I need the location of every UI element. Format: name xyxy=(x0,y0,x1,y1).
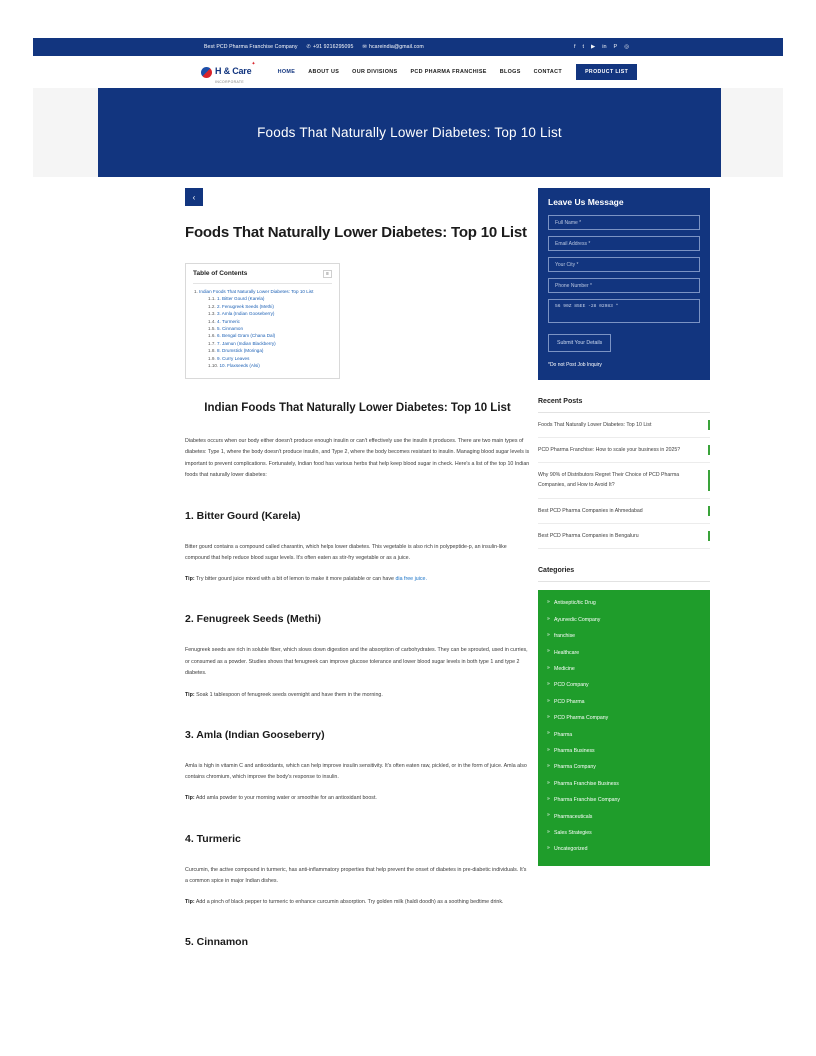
city-field[interactable] xyxy=(548,257,700,272)
toc-item[interactable] xyxy=(193,318,332,325)
nav-item-our-divisions[interactable]: OUR DIVISIONS xyxy=(352,69,398,75)
category-item[interactable]: » Antiseptic/tic Drug xyxy=(538,596,710,612)
section-body-3: Amla is high in vitamin C and antioxidants, which can help improve insulin sensitivity. It's often eaten raw, pickled, or in the form of juice. Amla also contains chromium, which improve the body's response to insulin. xyxy=(185,762,527,781)
category-item[interactable]: » Pharma Franchise Company xyxy=(538,793,710,809)
nav-item-about-us[interactable]: ABOUT US xyxy=(308,69,340,75)
full-name-field[interactable] xyxy=(548,215,700,230)
hero-title: Foods That Naturally Lower Diabetes: Top 10 List xyxy=(257,125,562,140)
categories-box xyxy=(538,590,710,866)
recent-post-title: Best PCD Pharma Companies in Bengaluru xyxy=(538,532,639,539)
phone-number: +91 9216295095 xyxy=(313,44,354,50)
tip-text: Add a pinch of black pepper to turmeric to enhance curcumin absorption. Try golden milk (haldi doodh) as a soothing bedtime drink. xyxy=(195,899,504,906)
toc-title: Table of Contents xyxy=(193,270,248,278)
toc-item-number: 1.1. xyxy=(208,296,216,302)
recent-post-title: Why 90% of Distributors Regret Their Choice of PCD Pharma Companies, and How to Avoid It? xyxy=(538,472,680,489)
toc-item[interactable] xyxy=(193,295,332,302)
categories-list xyxy=(538,596,710,858)
category-item[interactable]: » PCD Pharma xyxy=(538,694,710,710)
email-item[interactable] xyxy=(363,44,424,50)
email-address: hcareindia@gmail.com xyxy=(368,44,424,50)
toc-item-label: 1. Bitter Gourd (Karela) xyxy=(216,296,265,302)
article-column xyxy=(185,188,530,948)
list-item[interactable] xyxy=(538,413,710,438)
category-item[interactable]: » Sales Strategies xyxy=(538,825,710,841)
contact-form xyxy=(538,188,710,380)
toc-item-label: Indian Foods That Naturally Lower Diabetes: Top 10 List xyxy=(199,288,314,294)
accent-bar xyxy=(708,506,710,516)
nav-item-home[interactable]: HOME xyxy=(277,69,296,75)
submit-button[interactable]: Submit Your Details xyxy=(548,334,611,352)
back-button[interactable]: ‹ xyxy=(185,188,203,206)
section-heading-5: 5. Cinnamon xyxy=(185,936,249,949)
intro-paragraph: Diabetes occurs when our body either doesn't produce enough insulin or can't effectively use the insulin it produces. There are two main types of diabetes: Type 1, where the body doesn't produce insulin, and Type 2, where the body becomes resistant to insulin. Managing blood sugar levels is important to prevent complications. Fortunately, Indian food has various herbs that help keep blood sugar in check. Here's a list of the top 10 Indian foods that naturally lower diabetes: xyxy=(185,438,530,479)
sidebar xyxy=(538,188,710,866)
accent-bar xyxy=(708,531,710,541)
page-title: Foods That Naturally Lower Diabetes: Top 10 List xyxy=(185,224,527,241)
toc-item-number: 1.2. xyxy=(208,303,216,309)
toc-header xyxy=(193,270,332,284)
tip-text: Soak 1 tablespoon of fenugreek seeds overnight and have them in the morning. xyxy=(196,691,383,698)
main-nav xyxy=(278,69,562,75)
toc-item-label: 9. Curry Leaves xyxy=(216,355,250,361)
product-list-button[interactable]: PRODUCT LIST xyxy=(576,64,637,80)
recent-posts-list xyxy=(538,413,710,549)
toc-item-number: 1. xyxy=(194,288,198,294)
toc-item-label: 8. Drumstick (Moringa) xyxy=(216,348,264,354)
toc-item[interactable] xyxy=(193,288,332,295)
toc-item-number: 1.10. xyxy=(208,363,219,369)
toc-item[interactable] xyxy=(193,347,332,354)
hero-banner xyxy=(98,88,721,177)
section-tip-4 xyxy=(185,897,530,908)
toc-item[interactable] xyxy=(193,355,332,362)
accent-bar xyxy=(708,420,710,430)
tip-text: Try bitter gourd juice mixed with a bit of lemon to make it more palatable or can have xyxy=(196,576,394,583)
categories-title: Categories xyxy=(538,567,710,582)
toc-item-label: 7. Jamun (Indian Blackberry) xyxy=(216,340,276,346)
linkedin-icon[interactable]: in xyxy=(602,44,607,50)
recent-posts-title: Recent Posts xyxy=(538,398,710,413)
toc-item-number: 1.5. xyxy=(208,325,216,331)
facebook-icon[interactable]: f xyxy=(573,44,576,50)
nav-item-pcd-pharma-franchise[interactable]: PCD PHARMA FRANCHISE xyxy=(410,69,487,75)
social-links xyxy=(574,44,629,50)
toc-item[interactable] xyxy=(193,310,332,317)
tip-text: Add amla powder to your morning water or smoothie for an antioxidant boost. xyxy=(195,795,377,802)
tagline: Best PCD Pharma Franchise Company xyxy=(204,44,298,50)
category-item[interactable]: » Medicine xyxy=(538,661,710,677)
toc-item-number: 1.4. xyxy=(208,318,216,324)
toc-item[interactable] xyxy=(193,332,332,339)
section-heading: Indian Foods That Naturally Lower Diabetes: Top 10 List xyxy=(204,401,511,414)
category-item[interactable]: » Uncategorized xyxy=(538,842,710,858)
site-header xyxy=(33,56,783,88)
toc-item-label: 2. Fenugreek Seeds (Methi) xyxy=(216,303,274,309)
toc-item-label: 10. Flaxseeds (Alsi) xyxy=(219,363,260,369)
tip-label: Tip: xyxy=(185,795,195,802)
mail-icon: ✉ xyxy=(362,44,367,50)
table-of-contents xyxy=(185,263,340,379)
captcha-display: 56 90Z 85EE -28 02983 * xyxy=(548,299,700,323)
nav-item-contact[interactable]: CONTACT xyxy=(533,69,563,75)
phone-icon: ✆ xyxy=(306,44,311,50)
toc-item-label: 3. Amla (Indian Gooseberry) xyxy=(216,311,275,317)
category-item[interactable]: » Pharmaceuticals xyxy=(538,809,710,825)
tip-label: Tip: xyxy=(185,576,195,583)
toc-item-number: 1.7. xyxy=(208,340,216,346)
phone-field[interactable] xyxy=(548,278,700,293)
logo-icon xyxy=(201,67,212,78)
section-heading-3: 3. Amla (Indian Gooseberry) xyxy=(185,728,325,741)
toc-item[interactable] xyxy=(193,340,332,347)
category-item[interactable]: » Pharma Business xyxy=(538,743,710,759)
pinterest-icon[interactable]: P xyxy=(613,44,618,50)
tip-label: Tip: xyxy=(185,899,195,906)
toc-item[interactable] xyxy=(193,303,332,310)
brand-star-icon: ✦ xyxy=(251,60,256,67)
list-item[interactable] xyxy=(538,499,710,524)
category-item[interactable]: » Healthcare xyxy=(538,645,710,661)
toc-item-number: 1.9. xyxy=(208,355,216,361)
category-item[interactable]: » Pharma xyxy=(538,727,710,743)
category-item[interactable]: » PCD Pharma Company xyxy=(538,711,710,727)
category-item[interactable]: » PCD Company xyxy=(538,678,710,694)
section-tip-3 xyxy=(185,793,530,804)
accent-bar xyxy=(708,470,710,490)
toc-item-number: 1.6. xyxy=(208,333,216,339)
accent-bar xyxy=(708,445,710,455)
form-title: Leave Us Message xyxy=(548,197,624,207)
tip-link[interactable]: dia free juice. xyxy=(395,576,427,583)
top-bar-contact-group xyxy=(204,44,424,50)
recent-post-title: Foods That Naturally Lower Diabetes: Top 10 List xyxy=(538,422,652,428)
toc-list xyxy=(193,288,332,370)
email-field[interactable] xyxy=(548,236,700,251)
twitter-icon[interactable]: t xyxy=(582,44,584,50)
list-item[interactable] xyxy=(538,524,710,549)
brand-subtitle: INCORPORATE xyxy=(215,79,245,84)
toc-item-number: 1.8. xyxy=(208,348,216,354)
toc-toggle-icon[interactable]: ≡ xyxy=(323,270,332,278)
category-item[interactable]: » Pharma Franchise Business xyxy=(538,776,710,792)
section-heading-2: 2. Fenugreek Seeds (Methi) xyxy=(185,613,321,626)
toc-item-label: 5. Cinnamon xyxy=(216,325,243,331)
recent-post-title: PCD Pharma Franchise: How to scale your business in 2025? xyxy=(538,447,681,454)
phone-item[interactable] xyxy=(307,44,354,50)
section-heading-4: 4. Turmeric xyxy=(185,832,241,845)
recent-post-title: Best PCD Pharma Companies in Ahmedabad xyxy=(538,507,643,514)
tip-label: Tip: xyxy=(185,691,195,698)
top-bar xyxy=(33,38,783,56)
toc-item-number: 1.3. xyxy=(208,311,216,317)
toc-item-label: 6. Bengal Gram (Chana Dal) xyxy=(216,333,276,339)
form-note: *Do not Post Job Inquiry xyxy=(548,362,602,368)
youtube-icon[interactable]: ▶ xyxy=(591,44,596,50)
brand-logo-link[interactable] xyxy=(201,61,256,84)
list-item[interactable] xyxy=(538,463,710,498)
section-body-4: Curcumin, the active compound in turmeric, has anti-inflammatory properties that help prevent the onset of diabetes in pre-diabetic individuals. It's a common spice in major Indian dishes. xyxy=(185,866,527,884)
section-tip-2 xyxy=(185,690,530,701)
nav-item-blogs[interactable]: BLOGS xyxy=(499,69,521,75)
category-item[interactable]: » Pharma Company xyxy=(538,760,710,776)
section-heading-1: 1. Bitter Gourd (Karela) xyxy=(185,509,301,522)
toc-item[interactable] xyxy=(193,325,332,332)
brand-name: H & Care xyxy=(215,65,252,76)
category-item[interactable]: » franchise xyxy=(538,629,710,645)
section-tip-1 xyxy=(185,574,530,585)
category-item[interactable]: » Ayurvedic Company xyxy=(538,612,710,628)
section-body-2: Fenugreek seeds are rich in soluble fiber, which slows down digestion and the absorption of carbohydrates. They can be sprouted, used in curries, or consumed as a powder. Studies shows that fenugreek can improve glucose tolerance and lower blood sugar levels in both type 1 and type 2 diabetes. xyxy=(185,647,528,677)
list-item[interactable] xyxy=(538,438,710,463)
instagram-icon[interactable]: ◎ xyxy=(624,44,629,50)
toc-item-label: 4. Turmeric xyxy=(216,318,240,324)
section-body-1: Bitter gourd contains a compound called charantin, which helps lower diabetes. This vegetable is also rich in polypeptide-p, an insulin-like compound that help reduce blood sugar levels. It's often eaten as stir-fry vegetable or as a juice. xyxy=(185,543,507,561)
toc-item[interactable] xyxy=(193,362,332,369)
